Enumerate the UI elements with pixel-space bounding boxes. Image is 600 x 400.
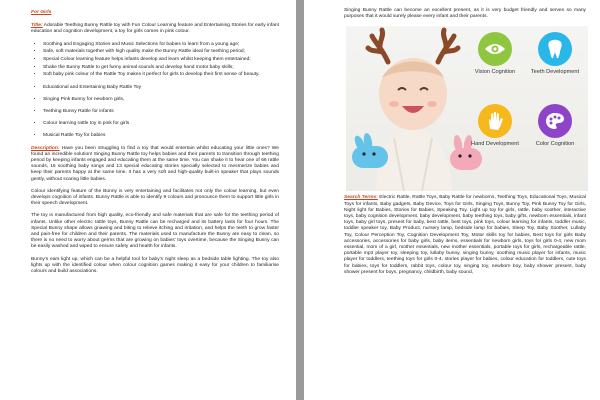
keyword-item: • Educational and Entertaining Baby Rattle Toy (43, 85, 279, 91)
hand-icon (478, 104, 512, 138)
description-text: Have you been struggling to find a toy that would entertain whilst educating your little ones? We found an incredible solution! Singing Bunny Rattle toy helps babies and their parents to transition through teething period by keeping infants engaged and educating them at the same time. You can shake it to hear one of 66 rattle sounds, 16 soothing baby songs and 13 special educating stories specially selected to mesmerize babies and keep their parents happy at the same time. It has a very soft and high-quality built-in speaker that plays sounds gently, without scaring little babies. (31, 145, 280, 182)
bullet-item: • Soft baby pink colour of the Rattle Toy makes it perfect for girls to develop their first sense of beauty. (43, 72, 279, 78)
title-label: Title: (31, 23, 43, 29)
bullet-item: • Shake the Bunny Rattle to get funny animal sounds and develop hand motor baby skills; (43, 65, 279, 71)
feature-label: Teeth Development (530, 69, 580, 76)
feature-label: Color Cognition (535, 141, 575, 148)
feature-teeth (526, 32, 584, 76)
right-page (304, 0, 600, 400)
eye-icon (478, 32, 512, 66)
feature-vision (466, 32, 524, 76)
description-paragraph (31, 146, 279, 183)
keyword-item: • Musical Rattle Toy for babies (43, 133, 279, 139)
tooth-icon (538, 32, 572, 66)
title-text: Adorable Teething Bunny Rattle toy with Fun Colour Learning feature and Entertaining Stories for early infant education and cognition development, a toy for girls comes in pink colour. (31, 23, 279, 35)
colour-paragraph: Colour identifying feature of the Bunny is very entertaining and facilitates not only the colour learning, but even develops cognition of infants. Bunny Rattle is able to identify 9 colours and pronounce them to support little girls in their speech development. (31, 188, 279, 207)
feature-hand (466, 104, 524, 148)
keyword-item: • Singing Pink Bunny for newborn girls, (43, 97, 279, 103)
feature-grid (466, 32, 584, 182)
search-terms-paragraph (344, 195, 586, 276)
title-paragraph (31, 23, 279, 35)
keyword-item: • Teething Bunny Rattle for infants (43, 109, 279, 115)
feature-color (526, 104, 584, 148)
feature-label: Vision Cognition (474, 69, 516, 76)
bullet-item: • Soothing and Engaging Stories and Music Selections for babies to learn from a young age; (43, 42, 279, 48)
keyword-list (31, 85, 279, 140)
product-image (346, 26, 588, 191)
materials-paragraph: The toy is manufactured from high quality, eco-friendly and safe materials that are safe for the teething period of infants. Unlike other electric rattle toys, Bunny Rattle can be recharged and its battery lasts for four hours. The Special Bunny shape allows gnawing and biting to relieve itching and irritation, and helps the teeth to grow faster and pain-free for children and their parents. The materials used to manufacture the Bunny are easy to clean, so there is no need to worry about germs that are growing on babies' toys overtime, because the Singing Bunny can be easily washed and wiped to ensure safety and health for infants. (31, 213, 279, 250)
feature-label: Hand Development (471, 141, 519, 148)
search-terms-text: Electric Rattle, Rattle Toys, Baby Rattle for newborns, Teething Toys, Educational Toys, Musical Toys for infants, Baby gadgets, Baby Device, Toys for Girls, Singing Toys, Bunny Toy, Pink Bunny Toy for Girls, Night light for Babies, Stories for Babies, Speaking Toy, Light up toy for girls, rattle, baby soother, interactive toys, baby cognition development, baby development, baby teething toys, baby gifts, newborn essentials, infant toys, baby girl toys, present for baby, best rattle, best toys, pink toys, colour learning for infants, toddler music, toddler speaker toy, Baby Product, nursery lamp, bedside lamp for babies, Sleep Toy, Baby Soother, Lullaby Toy, Colour Perception Toy, Cognition Development Toy, Motor skills toy for babies, Best toys for girls Baby accessories, accessories for baby girls, baby items, essentials for newborn girls, toys for girls 0-4, new mom essential, mom of a girl, mother essentials, new mother essentials, portable toys for girls, rechargeable rattle, portable mp3 player toy, sleeping toy, lullaby bunny, singing bunny, soothing music player for infants, music player for toddlers, teething toys for girls 0-4, stories player for babies, colour education for toddlers, cute toys for babies, toys for toddlers, rabbit toys, colour toy, singing toy, newborn boy, baby shower present, baby shower present for boys, pregnancy, childbirth, baby sound, (344, 195, 586, 275)
keyword-item: • Colour learning rattle toy in pink for girls (43, 121, 279, 127)
search-terms-label: Search Terms: (344, 195, 378, 201)
left-page (0, 0, 296, 400)
ears-paragraph: Bunny's ears light up, which can be a helpful tool for baby's night sleep as a bedside table lighting. The toy also lights up with the identified colour when colour cognition games making it easy for your children to familiarise colours and build associations. (31, 256, 279, 275)
bullet-item: • Special Colour learning feature helps infants develop and learn whilst keeping them entertained; (43, 57, 279, 63)
bullet-list (31, 42, 279, 79)
description-label: Description: (31, 145, 60, 151)
palette-icon (538, 104, 572, 138)
bullet-item: • Safe, soft materials together with high quality make the Bunny Rattle ideal for teething period; (43, 49, 279, 55)
section-heading: For Girls (31, 10, 52, 15)
intro-paragraph: Singing Bunny Rattle can become an excellent present, as it is very budget friendly and serves so many purposes that it would surely please every infant and their parents. (344, 8, 586, 20)
